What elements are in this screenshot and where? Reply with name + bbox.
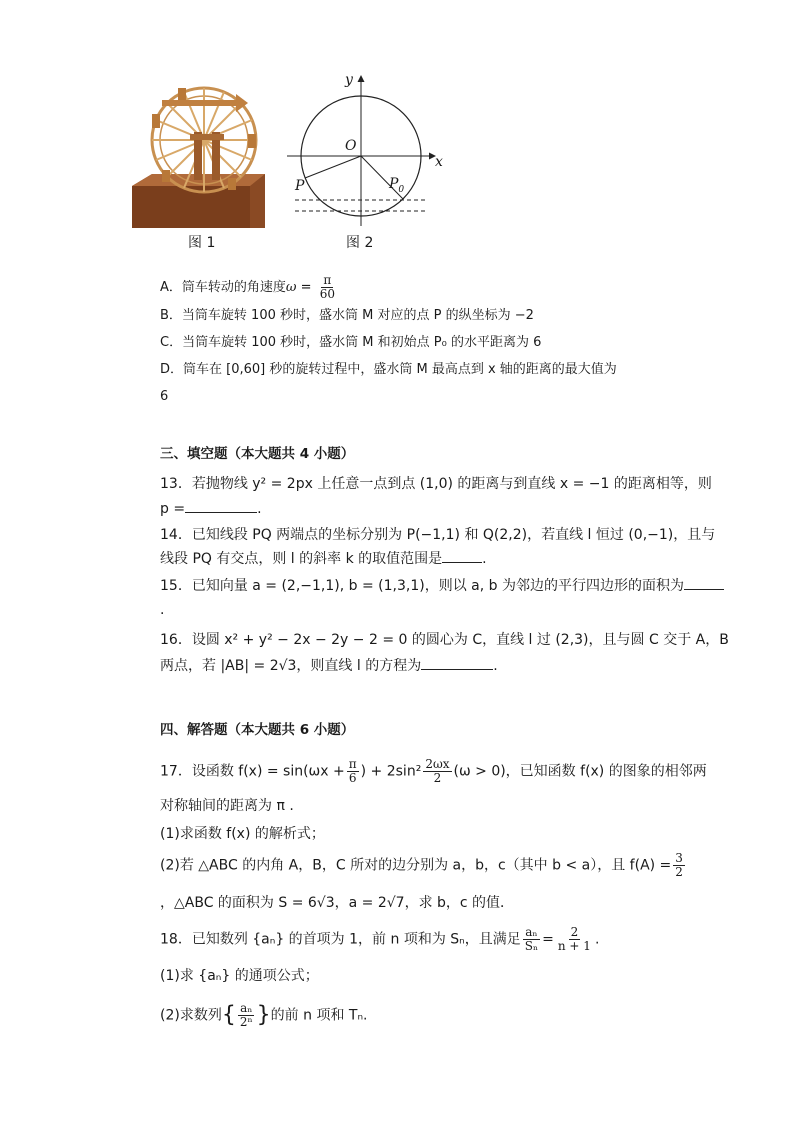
section-4-heading: 四、解答题（本大题共 6 小题）: [160, 722, 355, 738]
figure-1-waterwheel-photo: [132, 74, 265, 228]
point-p0-label: $P_0$: [389, 176, 405, 195]
answer-blank-15: [684, 589, 724, 590]
option-c: C．当筒车旋转 100 秒时，盛水筒 M 和初始点 P₀ 的水平距离为 6: [160, 335, 542, 350]
q13-line2: p = .: [160, 501, 262, 517]
answer-blank-16: [421, 669, 493, 670]
q17-line2: 对称轴间的距离为 π .: [160, 798, 294, 814]
q18-part1: (1)求 {aₙ} 的通项公式；: [160, 968, 319, 984]
answer-blank-14: [442, 562, 482, 563]
fraction-an-over-sn: $\frac{\text{aₙ}}{\text{Sₙ}}$: [524, 925, 539, 953]
q16-line1: 16．设圆 x² + y² − 2x − 2y − 2 = 0 的圆心为 C，直线 l 过 (2,3)，且与圆 C 交于 A，B: [160, 632, 729, 648]
q17-line1: 17．设函数 f(x) = sin(ωx + $\frac{\pi}{6}$ ) + 2sin² $\frac{2\omega x}{2}$ (ω > 0)，已知函数 f(x) 的图象的相邻两: [160, 757, 707, 785]
axis-x-label: x: [435, 154, 443, 170]
q17-part2-line2: ，△ABC 的面积为 S = 6√3，a = 2√7，求 b，c 的值．: [160, 895, 515, 911]
option-b: B．当筒车旋转 100 秒时，盛水筒 M 对应的点 P 的纵坐标为 −2: [160, 308, 534, 323]
q16-line2: 两点，若 |AB| = 2√3，则直线 l 的方程为 .: [160, 658, 498, 674]
q17-part2-line1: (2)若 △ABC 的内角 A，B，C 所对的边分别为 a，b，c（其中 b < a），且 f(A) = $\frac{3}{2}$: [160, 851, 683, 879]
axis-y-label: y: [345, 72, 353, 88]
figure-1-caption: 图 1: [188, 235, 216, 251]
point-p-label: P: [295, 178, 305, 194]
fraction-an-over-2n: $\frac{\text{aₙ}}{\text{2ⁿ}}$: [239, 1001, 253, 1029]
section-3-heading: 三、填空题（本大题共 4 小题）: [160, 446, 355, 462]
q18-part2: (2)求数列{ $\frac{\text{aₙ}}{\text{2ⁿ}}$ }的前 n 项和 Tₙ.: [160, 1001, 368, 1029]
figure-2-diagram: [285, 70, 455, 230]
fraction-pi-over-60: $\frac{\pi}{60}$: [319, 273, 335, 301]
q13-line1: 13．若抛物线 y² = 2px 上任意一点到点 (1,0) 的距离与到直线 x = −1 的距离相等，则: [160, 476, 712, 492]
answer-blank-13: [185, 512, 257, 513]
option-a: A．筒车转动的角速度ω = $\frac{\pi}{60}$: [160, 273, 335, 301]
radius-op: [305, 156, 361, 178]
q15-line1: 15．已知向量 a = (2,−1,1), b = (1,3,1)，则以 a, b 为邻边的平行四边形的面积为: [160, 576, 724, 596]
option-d-line2: 6: [160, 389, 169, 404]
figure-2-caption: 图 2: [346, 235, 374, 251]
q14-line1: 14．已知线段 PQ 两端点的坐标分别为 P(−1,1) 和 Q(2,2)，若直线 l 恒过 (0,−1)，且与: [160, 527, 716, 543]
origin-label: O: [345, 138, 357, 154]
fraction-pi-over-6: $\frac{\pi}{6}$: [348, 757, 357, 785]
q18-line1: 18．已知数列 {aₙ} 的首项为 1，前 n 项和为 Sₙ，且满足 $\frac{\text{aₙ}}{\text{Sₙ}}$ = $\frac{2}{n + 1}$ .: [160, 925, 600, 953]
fraction-2-over-n-plus-1: $\frac{2}{n + 1}$: [557, 925, 591, 953]
circle-coordinate-diagram: [285, 70, 455, 230]
waterwheel-illustration: [132, 74, 265, 228]
q14-line2: 线段 PQ 有交点，则 l 的斜率 k 的取值范围是 .: [160, 551, 487, 567]
fraction-2wx-over-2: $\frac{2\omega x}{2}$: [425, 757, 450, 785]
q17-part1: (1)求函数 f(x) 的解析式；: [160, 826, 325, 842]
q15-line2: .: [160, 602, 165, 618]
fraction-3-over-2: $\frac{3}{2}$: [675, 851, 683, 879]
option-d-line1: D．筒车在 [0,60] 秒的旋转过程中，盛水筒 M 最高点到 x 轴的距离的最大值为: [160, 362, 617, 377]
